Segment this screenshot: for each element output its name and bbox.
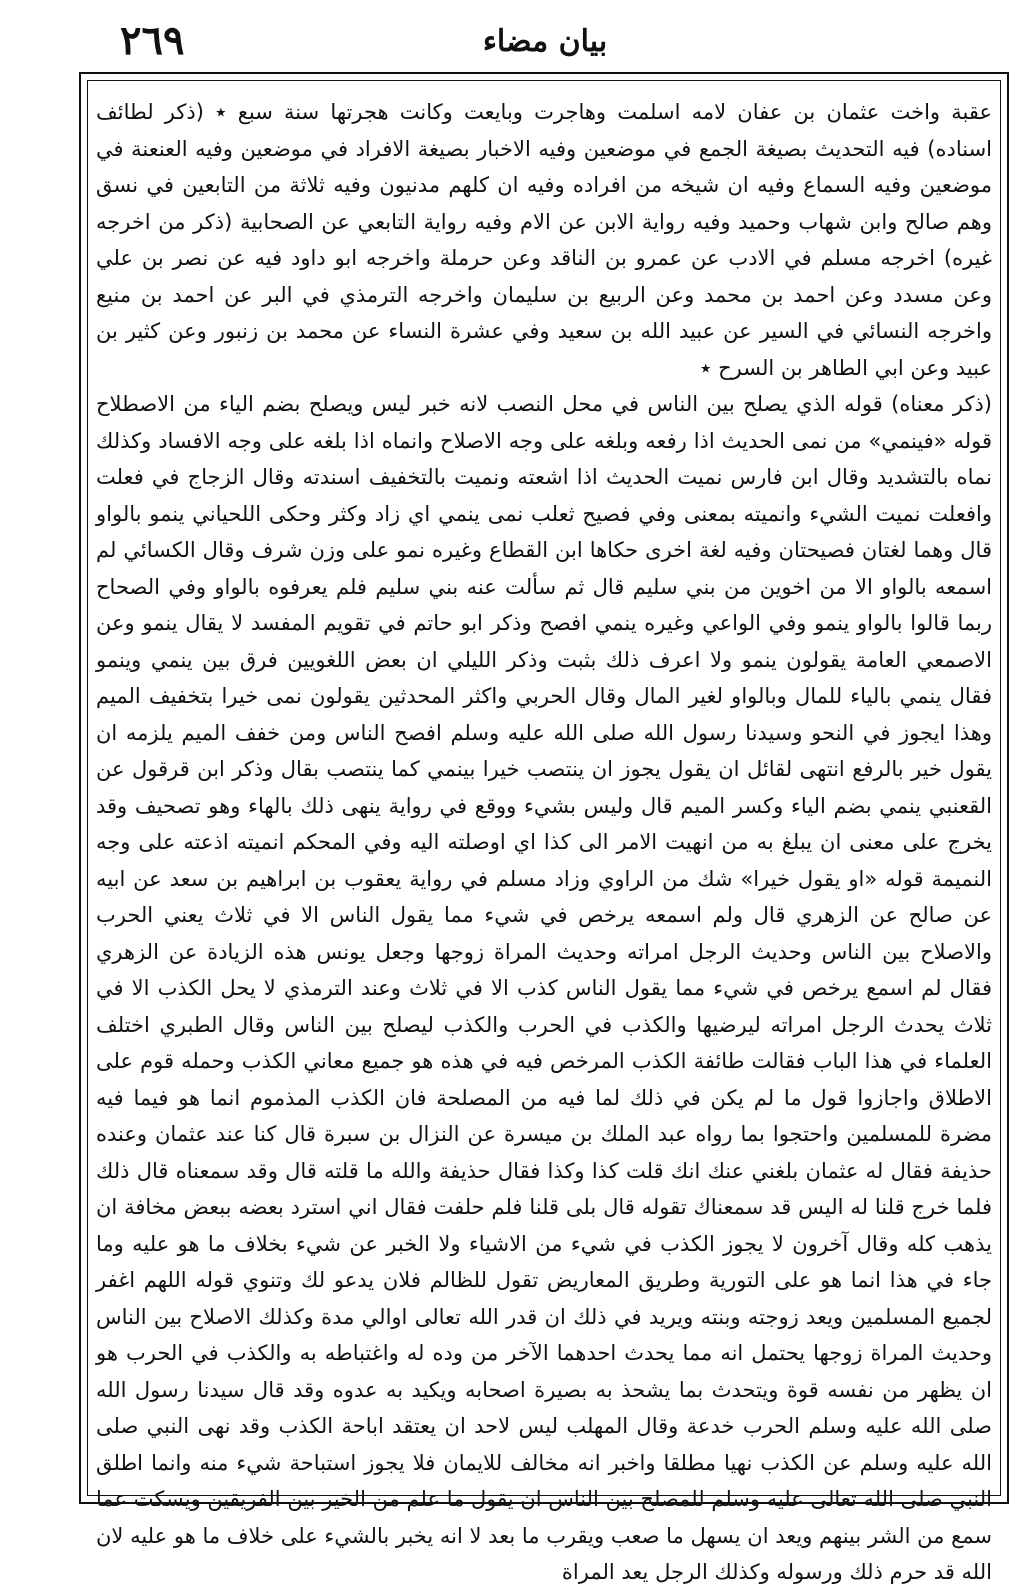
page-header [80,14,1010,74]
paragraph-maana: (ذكر معناه) قوله الذي يصلح بين الناس في محل النصب لانه خبر ليس ويصلح بضم الياء من الاصطلاح قوله «فينمي» من نمى الحديث اذا رفعه وبلغه على وجه الاصلاح وانماه اذا بلغه على وجه الافساد وكذلك نماه بالتشديد وقال ابن فارس نميت الحديث اذا اشعته ونميت بالتخفيف اسندته وقال الزجاج في فعلت وافعلت نميت الشيء وانميته بمعنى وفي فصيح ثعلب نمى ينمي اي زاد وكثر وحكى اللحياني ينمو بالواو قال وهما لغتان فصيحتان وفيه لغة اخرى حكاها ابن القطاع وغيره نمو على وزن شرف وقال الكسائي لم اسمعه بالواو الا من اخوين من بني سليم قال ثم سألت عنه بني سليم فلم يعرفوه بالواو وفي الصحاح ربما قالوا بالواو ينمو وفي الواعي وغيره ينمي افصح وذكر ابو حاتم في تقويم المفسد لا يقال ينمو وعن الاصمعي العامة يقولون ينمو ولا اعرف ذلك بثبت وذكر الليلي ان بعض اللغويين فرق بين ينمي وينمو فقال ينمي بالياء للمال وبالواو لغير المال وقال الحربي واكثر المحدثين يقولون نمى خيرا بتخفيف الميم وهذا ايجوز في النحو وسيدنا رسول الله صلى الله عليه وسلم افصح الناس ومن خفف الميم يلزمه ان يقول خير بالرفع انتهى لقائل ان يقول يجوز ان ينتصب خيرا بينمي كما ينتصب بقال وذكر ابن قرقول عن القعنبي ينمي بضم الياء وكسر الميم قال وليس بشيء ووقع في رواية ينهى ذلك بالهاء وهو تصحيف وقد يخرج على معنى ان يبلغ به من انهيت الامر الى كذا اي اوصلته اليه وفي المحكم انميته اذعته على وجه النميمة قوله «او يقول خيرا» شك من الراوي وزاد مسلم في رواية يعقوب بن ابراهيم بن سعد عن ابيه عن صالح عن الزهري قال ولم اسمعه يرخص في شيء مما يقول الناس الا في ثلاث يعني الحرب والاصلاح بين الناس وحديث الرجل امراته وحديث المراة زوجها وجعل يونس هذه الزيادة عن الزهري فقال لم اسمع يرخص في شيء مما يقول الناس كذب الا في ثلاث وعند الترمذي لا يحل الكذب الا في ثلاث يحدث الرجل امراته ليرضيها والكذب في الحرب والكذب ليصلح بين الناس وقال الطبري اختلف العلماء في هذا الباب فقالت طائفة الكذب المرخص فيه في هذه هو جميع معاني الكذب وحمله قوم على الاطلاق واجازوا قول ما لم يكن في ذلك لما فيه من المصلحة فان الكذب المذموم انما هو فيما فيه مضرة للمسلمين واحتجوا بما رواه عبد الملك بن ميسرة عن النزال بن سبرة قال كنا عند عثمان وعنده حذيفة فقال له عثمان بلغني عنك انك قلت كذا وكذا فقال حذيفة والله ما قلته قال وقد سمعناه قال ذلك فلما خرج قلنا له اليس قد سمعناك تقوله قال بلى قلنا فلم حلفت فقال اني استرد بعضه ببعض مخافة ان يذهب كله وقال آخرون لا يجوز الكذب في شيء من الاشياء ولا الخبر عن شيء بخلاف ما هو عليه وما جاء في هذا انما هو على التورية وطريق المعاريض تقول للظالم فلان يدعو لك وتنوي قوله اللهم اغفر لجميع المسلمين ويعد زوجته وبنته ويريد في ذلك ان قدر الله تعالى اوالي مدة وكذلك الاصلاح بين الناس وحديث المراة زوجها يحتمل انه مما يحدث احدهما الآخر من وده له واغتباطه به والكذب في الحرب هو ان يظهر من نفسه قوة ويتحدث بما يشحذ به بصيرة اصحابه ويكيد به عدوه وقد قال سيدنا رسول الله صلى الله عليه وسلم الحرب خدعة وقال المهلب ليس لاحد ان يعتقد اباحة الكذب وقد نهى النبي صلى الله عليه وسلم عن الكذب نهيا مطلقا واخبر انه مخالف للايمان فلا يجوز استباحة شيء منه وانما اطلق النبي صلى الله تعالى عليه وسلم للمصلح بين الناس ان يقول ما علم من الخير بين الفريقين ويسكت عما سمع من الشر بينهم ويعد ان يسهل ما صعب ويقرب ما بعد لا انه يخبر بالشيء على خلاف ما هو عليه لان الله قد حرم ذلك ورسوله وكذلك الرجل يعد المراة [96,392,992,1584]
running-title: بیان مضاء [482,24,608,59]
paragraph-sanad: عقبة واخت عثمان بن عفان لامه اسلمت وهاجرت وبايعت وكانت هجرتها سنة سبع ٭ (ذكر لطائف اسناده) فيه التحديث بصيغة الجمع في موضعين وفيه الاخبار بصيغة الافراد في موضعين وفيه العنعنة في موضعين وفيه السماع وفيه ان شيخه من افراده وفيه ان كلهم مدنيون وفيه ثلاثة من التابعين في نسق وهم صالح وابن شهاب وحميد وفيه رواية الابن عن الام وفيه رواية التابعي عن الصحابية (ذكر من اخرجه غيره) اخرجه مسلم في الادب عن عمرو بن الناقد وعن حرملة واخرجه ابو داود فيه عن نصر بن علي وعن مسدد وعن احمد بن محمد وعن الربيع بن سليمان واخرجه الترمذي في البر عن احمد بن منيع واخرجه النسائي في السير عن عبيد الله بن سعيد وفي عشرة النساء عن محمد بن زنبور وعن كثير بن عبيد وعن ابي الطاهر بن السرح ٭ [96,100,992,380]
page-number: ٢٦٩ [120,17,185,64]
commentary-text-block [96,94,992,1584]
